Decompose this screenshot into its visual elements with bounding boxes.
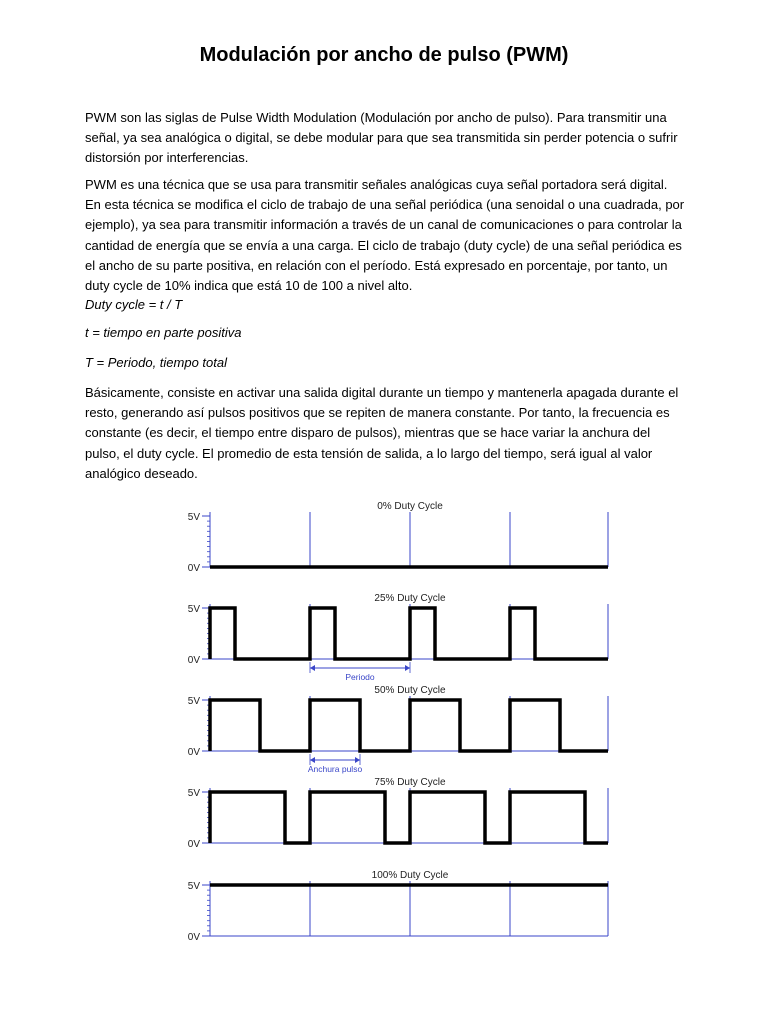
panel-title: 50% Duty Cycle bbox=[374, 685, 446, 696]
label-0v: 0V bbox=[187, 839, 200, 850]
label-5v: 5V bbox=[187, 604, 200, 615]
pwm-signal bbox=[210, 608, 608, 659]
label-5v: 5V bbox=[187, 788, 200, 799]
panel-title: 0% Duty Cycle bbox=[377, 501, 443, 512]
formula-text: T = Periodo, tiempo total bbox=[85, 355, 227, 370]
pwm-signal bbox=[210, 700, 608, 751]
label-0v: 0V bbox=[187, 932, 200, 943]
paragraph-text: PWM son las siglas de Pulse Width Modulation (Modulación por ancho de pulso). Para transmitir una señal, ya sea analógica o digital, se debe modular para que sea transmitida sin perder potencia o sufrir distorsión por interferencias. bbox=[85, 110, 678, 166]
panel-title: 100% Duty Cycle bbox=[371, 870, 449, 881]
pwm-signal bbox=[210, 792, 608, 843]
arrow-head-right bbox=[355, 757, 360, 763]
panel-title: 25% Duty Cycle bbox=[374, 593, 446, 604]
arrow-head-left bbox=[310, 757, 315, 763]
annotation-label: Periodo bbox=[345, 672, 375, 682]
panel-title: 75% Duty Cycle bbox=[374, 777, 446, 788]
formula-text: t = tiempo en parte positiva bbox=[85, 325, 242, 340]
label-0v: 0V bbox=[187, 655, 200, 666]
label-0v: 0V bbox=[187, 747, 200, 758]
paragraph-text: Básicamente, consiste en activar una salida digital durante un tiempo y mantenerla apagada durante el resto, generando así pulsos positivos que se repiten de manera constante. Por tanto, la frecuencia es constante (es decir, el tiempo entre disparo de pulsos), mientras que se hace variar la anchura del pulso, el duty cycle. El promedio de esta tensión de salida, a lo largo del tiempo, será igual al valor analógico deseado. bbox=[85, 385, 679, 481]
paragraph-text: PWM es una técnica que se usa para transmitir señales analógicas cuya señal portadora será digital. En esta técnica se modifica el ciclo de trabajo de una señal periódica (una senoidal o una cuadrada, por ejemplo), ya sea para transmitir información a través de un canal de comunicaciones o para controlar la cantidad de energía que se envía a una carga. El ciclo de trabajo (duty cycle) de una señal periódica es el ancho de su parte positiva, en relación con el período. Está expresado en porcentaje, por tanto, un duty cycle de 10% indica que está 10 de 100 a nivel alto. bbox=[85, 177, 685, 294]
label-0v: 0V bbox=[187, 563, 200, 574]
label-5v: 5V bbox=[187, 512, 200, 523]
formula-text: Duty cycle = t / T bbox=[85, 297, 183, 312]
label-5v: 5V bbox=[187, 696, 200, 707]
annotation-label: Anchura pulso bbox=[307, 764, 363, 774]
label-5v: 5V bbox=[187, 881, 200, 892]
arrow-head-right bbox=[405, 665, 410, 671]
arrow-head-left bbox=[310, 665, 315, 671]
page-title: Modulación por ancho de pulso (PWM) bbox=[199, 44, 569, 66]
